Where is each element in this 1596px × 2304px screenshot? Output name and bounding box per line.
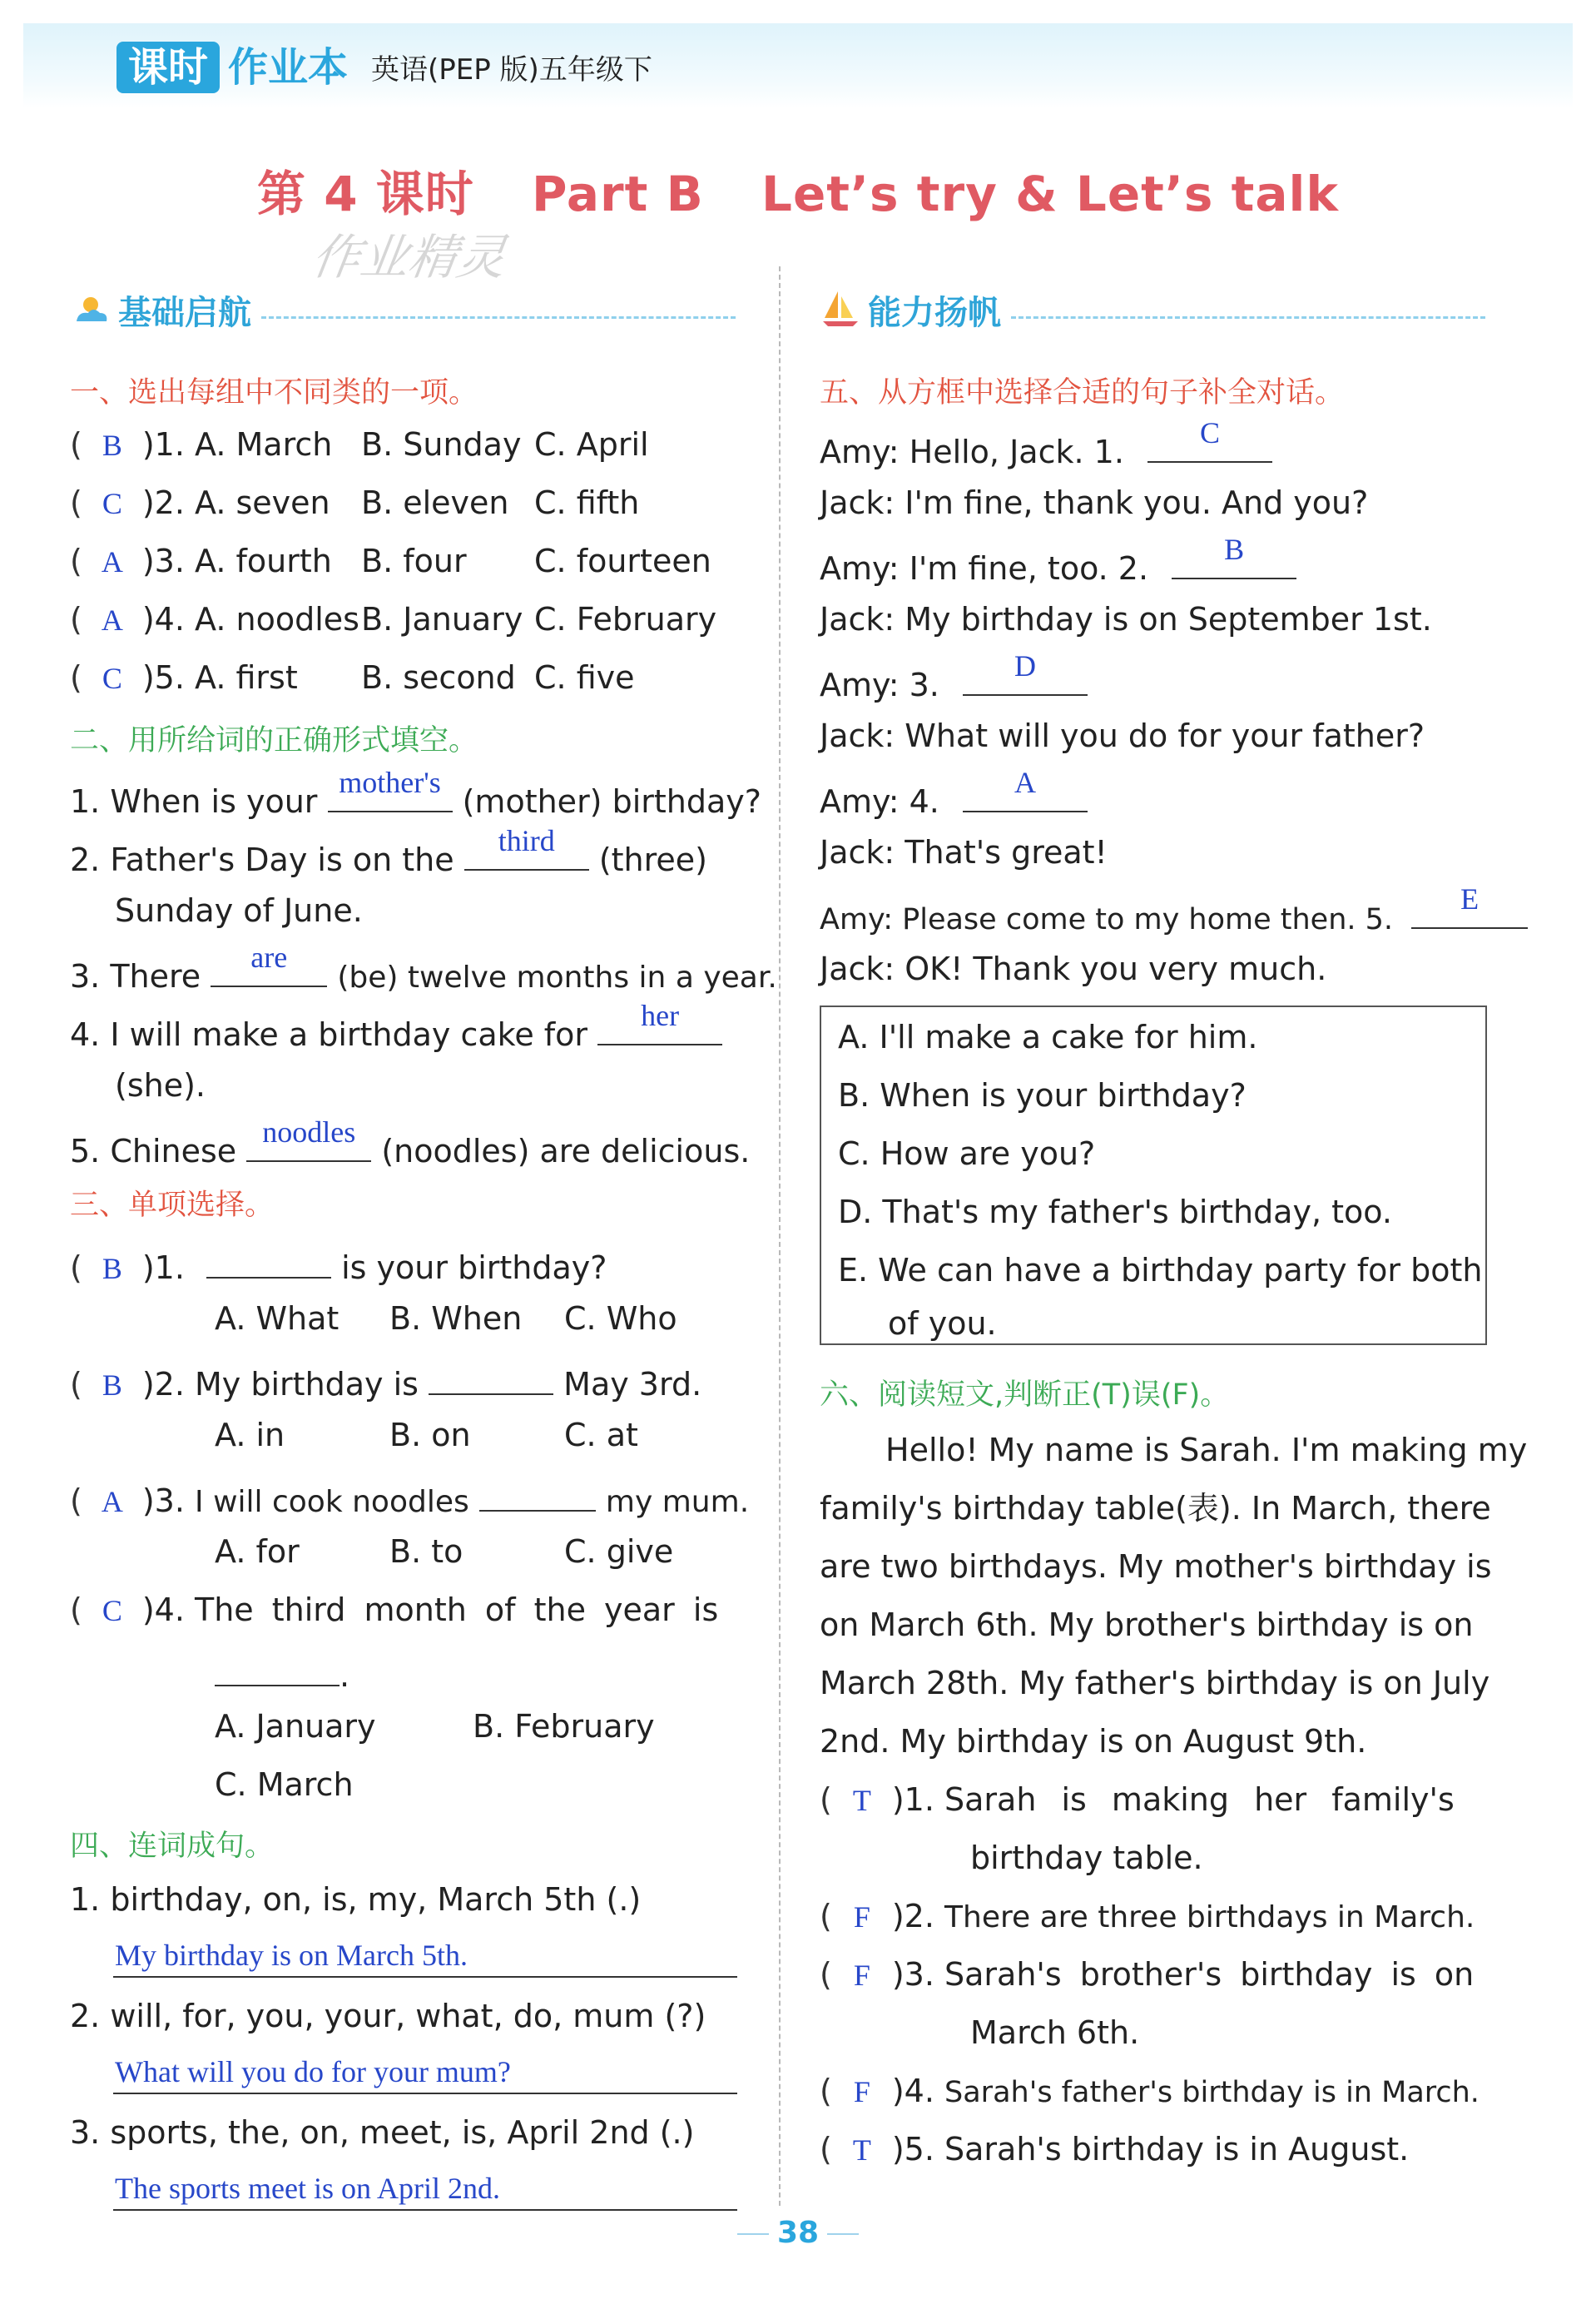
q6-answer: F: [853, 2075, 870, 2108]
option: A. for: [215, 1533, 300, 1570]
q4-answer: What will you do for your mum?: [115, 2055, 511, 2088]
answer-blank: [328, 766, 453, 812]
dialog-line-8: Jack: That's great!: [820, 834, 1108, 871]
lesson-title: [0, 155, 1596, 225]
option: A. fourth: [195, 543, 332, 579]
option: B. on: [389, 1417, 471, 1453]
q3-text: May 3rd.: [563, 1366, 702, 1403]
answer-blank: [215, 1648, 340, 1686]
q1-number: )4.: [141, 601, 185, 638]
answer-blank: [597, 999, 722, 1045]
q2-item-2: [70, 824, 707, 880]
brand-logo: 课时: [116, 42, 220, 93]
q5-answer: D: [1014, 649, 1036, 683]
q2-item-3: [70, 941, 777, 998]
sentence-choice-box: [820, 1006, 1487, 1345]
q3-text: my mum.: [605, 1485, 750, 1519]
q6-item-3-cont: March 6th.: [970, 2014, 1140, 2051]
page-number: 38: [776, 2216, 820, 2250]
dialog-line-10: Jack: OK! Thank you very much.: [820, 951, 1327, 987]
q3-number: )1.: [141, 1249, 185, 1286]
q1-title: 一、选出每组中不同类的一项。: [70, 376, 478, 410]
q3-item-2-options: [215, 1415, 638, 1455]
passage-line-6: 2nd. My birthday is on August 9th.: [820, 1723, 1367, 1760]
answer-blank: [963, 649, 1088, 696]
q3-answer: B: [102, 1252, 122, 1285]
q5-answer: C: [1199, 416, 1220, 449]
sailboat-icon: [820, 288, 861, 330]
passage-line-1: Hello! My name is Sarah. I'm making my: [885, 1432, 1528, 1468]
q3-title: 三、单项选择。: [70, 1189, 275, 1222]
q1-answer: A: [101, 603, 123, 637]
q3-answer: A: [101, 1485, 123, 1518]
lesson-number: 第 4 课时: [257, 166, 474, 222]
choice-e-cont: of you.: [888, 1305, 997, 1342]
lesson-topic: Let’s try & Let’s talk: [761, 166, 1339, 222]
option: A. March: [195, 426, 333, 463]
dialog-line-2: Jack: I'm fine, thank you. And you?: [820, 484, 1369, 521]
dialog-line-4: Jack: My birthday is on September 1st.: [820, 601, 1432, 638]
dialog-line-1: [820, 416, 1272, 472]
q3-item-2: ( B )2. My birthday is May 3rd.: [70, 1357, 701, 1405]
q3-item-4-options: [215, 1706, 655, 1746]
option: C. February: [534, 601, 717, 638]
answer-blank: [464, 824, 589, 871]
q4-answer: The sports meet is on April 2nd.: [115, 2172, 500, 2205]
q6-item-5: ( T )5. Sarah's birthday is in August.: [820, 2129, 1409, 2170]
q2-answer: third: [498, 824, 555, 857]
q4-answer-line-2: [113, 2049, 737, 2094]
q1-number: )3.: [141, 543, 185, 579]
divider: [827, 2233, 859, 2235]
q6-answer: T: [852, 1784, 871, 1817]
q2-text: (three): [598, 842, 707, 878]
answer-blank: [211, 941, 327, 987]
q6-text: Sarah's brother's birthday is on: [944, 1956, 1475, 1993]
column-divider: [779, 266, 781, 2206]
q1-answer: C: [102, 662, 122, 695]
book-subtitle: 英语(PEP 版)五年级下: [371, 53, 652, 87]
option: C. give: [564, 1533, 674, 1570]
q3-number: )2.: [141, 1366, 185, 1403]
q3-item-4: ( C )4. The third month of the year is: [70, 1590, 718, 1631]
q5-answer: B: [1224, 533, 1245, 566]
dialog-text: Amy: Please come to my home then. 5.: [820, 903, 1394, 936]
q2-text: (noodles) are delicious.: [381, 1133, 751, 1169]
left-section-heading: [70, 283, 736, 331]
q2-text: 1. When is your: [70, 783, 318, 820]
divider: [1011, 316, 1485, 319]
option: B. January: [361, 601, 523, 638]
passage-line-5: March 28th. My father's birthday is on July: [820, 1665, 1490, 1701]
q6-number: )2.: [891, 1898, 934, 1934]
q5-title: 五、从方框中选择合适的句子补全对话。: [820, 376, 1345, 410]
q1-number: )2.: [141, 484, 185, 521]
dialog-text: Amy: 3.: [820, 667, 939, 703]
answer-blank: [429, 1357, 553, 1395]
answer-blank: [1147, 416, 1272, 463]
q4-item-1-words: 1. birthday, on, is, my, March 5th (.): [70, 1881, 642, 1918]
divider: [261, 316, 736, 319]
q4-answer-line-1: [113, 1933, 737, 1978]
choice-a: A. I'll make a cake for him.: [838, 1019, 1258, 1055]
right-section-heading: [820, 283, 1485, 331]
q1-item-4: ( A )4. A. noodlesB. January C. February: [70, 599, 716, 640]
q2-answer: are: [250, 941, 288, 974]
option: A. January: [215, 1708, 376, 1745]
option: C. fourteen: [534, 543, 711, 579]
q1-number: )5.: [141, 659, 185, 696]
q1-item-3: ( A )3. A. fourth B. four C. fourteen: [70, 541, 711, 582]
choice-c: C. How are you?: [838, 1135, 1096, 1172]
q6-text: Sarah's birthday is in August.: [944, 2131, 1410, 2167]
q2-text: 5. Chinese: [70, 1133, 237, 1169]
q5-answer: E: [1460, 882, 1480, 916]
dialog-text: Amy: I'm fine, too. 2.: [820, 550, 1149, 587]
dialog-line-7: [820, 766, 1088, 822]
option: A. in: [215, 1417, 285, 1453]
option: A. first: [195, 659, 298, 696]
q6-answer: F: [853, 1900, 870, 1934]
q3-number: )3.: [141, 1482, 185, 1519]
dialog-line-5: [820, 649, 1088, 705]
option: B. Sunday: [361, 426, 522, 463]
choice-d: D. That's my father's birthday, too.: [838, 1194, 1392, 1230]
q6-answer: T: [852, 2133, 871, 2167]
q6-text: Sarah's father's birthday is in March.: [944, 2076, 1480, 2109]
q6-item-3: ( F )3. Sarah's brother's birthday is on: [820, 1954, 1474, 1995]
option: C. fifth: [534, 484, 640, 521]
q3-item-4-option-c: C. March: [215, 1766, 354, 1803]
q3-answer: B: [102, 1368, 122, 1402]
option: B. eleven: [361, 484, 509, 521]
q2-text: 3. There: [70, 958, 201, 995]
q2-text: 2. Father's Day is on the: [70, 842, 454, 878]
left-section-title: 基础启航: [118, 294, 251, 332]
q4-title: 四、连词成句。: [70, 1830, 275, 1863]
q5-answer: A: [1014, 766, 1036, 799]
option: B. second: [361, 659, 516, 696]
q2-title: 二、用所给词的正确形式填空。: [70, 724, 478, 757]
q6-answer: F: [853, 1959, 870, 1992]
option: A. noodles: [195, 601, 359, 638]
q3-text: My birthday is: [195, 1366, 419, 1403]
passage-line-3: are two birthdays. My mother's birthday is: [820, 1548, 1492, 1585]
page-footer: [0, 2216, 1596, 2250]
passage-line-2: family's birthday table(表). In March, there: [820, 1490, 1491, 1527]
q4-item-2-words: 2. will, for, you, your, what, do, mum (?): [70, 1998, 706, 2034]
q4-answer: My birthday is on March 5th.: [115, 1939, 468, 1972]
divider: [737, 2233, 769, 2235]
option: B. to: [389, 1533, 463, 1570]
option: A. What: [215, 1300, 340, 1337]
q2-answer: her: [641, 999, 680, 1032]
answer-blank: [1172, 533, 1296, 579]
dialog-line-9: [820, 882, 1528, 940]
q6-number: )3.: [891, 1956, 934, 1993]
answer-blank: [1411, 882, 1528, 929]
choice-b: B. When is your birthday?: [838, 1077, 1247, 1114]
q6-text: There are three birthdays in March.: [944, 1900, 1475, 1934]
q6-item-1-cont: birthday table.: [970, 1840, 1203, 1876]
q1-answer: C: [102, 487, 122, 520]
q4-answer-line-3: [113, 2166, 737, 2211]
q1-number: )1.: [141, 426, 185, 463]
q1-item-1: ( B )1. A. March B. Sunday C. April: [70, 425, 649, 465]
q4-item-3-words: 3. sports, the, on, meet, is, April 2nd (.): [70, 2114, 695, 2151]
q3-item-3-options: [215, 1532, 673, 1572]
lesson-part: Part B: [531, 166, 704, 222]
q6-number: )1.: [891, 1781, 934, 1818]
q6-title: 六、阅读短文,判断正(T)误(F)。: [820, 1378, 1230, 1412]
q2-answer: noodles: [262, 1115, 356, 1149]
q1-answer: B: [102, 429, 122, 462]
q3-item-1-options: [215, 1298, 677, 1338]
brand-name: 作业本: [228, 44, 349, 91]
q1-item-5: ( C )5. A. first B. second C. five: [70, 658, 635, 698]
q2-item-4-cont: (she).: [115, 1067, 206, 1104]
q2-text: (be) twelve months in a year.: [337, 961, 777, 995]
q2-text: 4. I will make a birthday cake for: [70, 1016, 588, 1053]
q3-item-4-blank: .: [215, 1648, 349, 1696]
q3-answer: C: [102, 1594, 122, 1627]
dialog-line-6: Jack: What will you do for your father?: [820, 718, 1425, 754]
q6-item-4: ( F )4. Sarah's father's birthday is in March.: [820, 2071, 1480, 2113]
answer-blank: [206, 1240, 331, 1279]
dialog-text: Amy: 4.: [820, 783, 939, 820]
q2-item-5: [70, 1115, 751, 1171]
q6-item-1: ( T )1. Sarah is making her family's: [820, 1780, 1455, 1820]
q3-text: I will cook noodles: [195, 1485, 469, 1519]
watermark: 作业精灵: [308, 229, 510, 286]
sun-cloud-icon: [70, 288, 112, 330]
option: C. at: [564, 1417, 638, 1453]
q2-item-4: [70, 999, 722, 1055]
passage-line-4: on March 6th. My brother's birthday is on: [820, 1606, 1474, 1643]
dialog-text: Amy: Hello, Jack. 1.: [820, 434, 1124, 470]
q1-answer: A: [101, 545, 123, 578]
q2-item-1: [70, 766, 761, 822]
dialog-line-3: [820, 533, 1296, 588]
option: B. February: [473, 1708, 655, 1745]
option: B. When: [389, 1300, 523, 1337]
q6-item-2: ( F )2. There are three birthdays in March.: [820, 1896, 1475, 1938]
q3-text: is your birthday?: [341, 1249, 607, 1286]
option: C. five: [534, 659, 635, 696]
q6-text: Sarah is making her family's: [944, 1781, 1455, 1818]
q1-item-2: ( C )2. A. seven B. eleven C. fifth: [70, 483, 639, 524]
q6-number: )4.: [891, 2073, 934, 2109]
right-section-title: 能力扬帆: [868, 294, 1001, 332]
q6-number: )5.: [891, 2131, 934, 2167]
option: C. Who: [564, 1300, 677, 1337]
option: B. four: [361, 543, 467, 579]
q3-item-1: ( B )1. is your birthday?: [70, 1240, 607, 1289]
choice-e: E. We can have a birthday party for both: [838, 1252, 1483, 1289]
q2-text: (mother) birthday?: [462, 783, 761, 820]
q3-item-3: ( A )3. I will cook noodles my mum.: [70, 1473, 749, 1522]
q3-number: )4.: [141, 1591, 185, 1628]
answer-blank: [963, 766, 1088, 812]
option: A. seven: [195, 484, 330, 521]
q3-text: The third month of the year is: [195, 1591, 719, 1628]
q2-answer: mother's: [339, 766, 441, 799]
answer-blank: [246, 1115, 371, 1162]
option: C. April: [534, 426, 649, 463]
q2-item-2-cont: Sunday of June.: [115, 892, 363, 929]
answer-blank: [479, 1473, 596, 1512]
